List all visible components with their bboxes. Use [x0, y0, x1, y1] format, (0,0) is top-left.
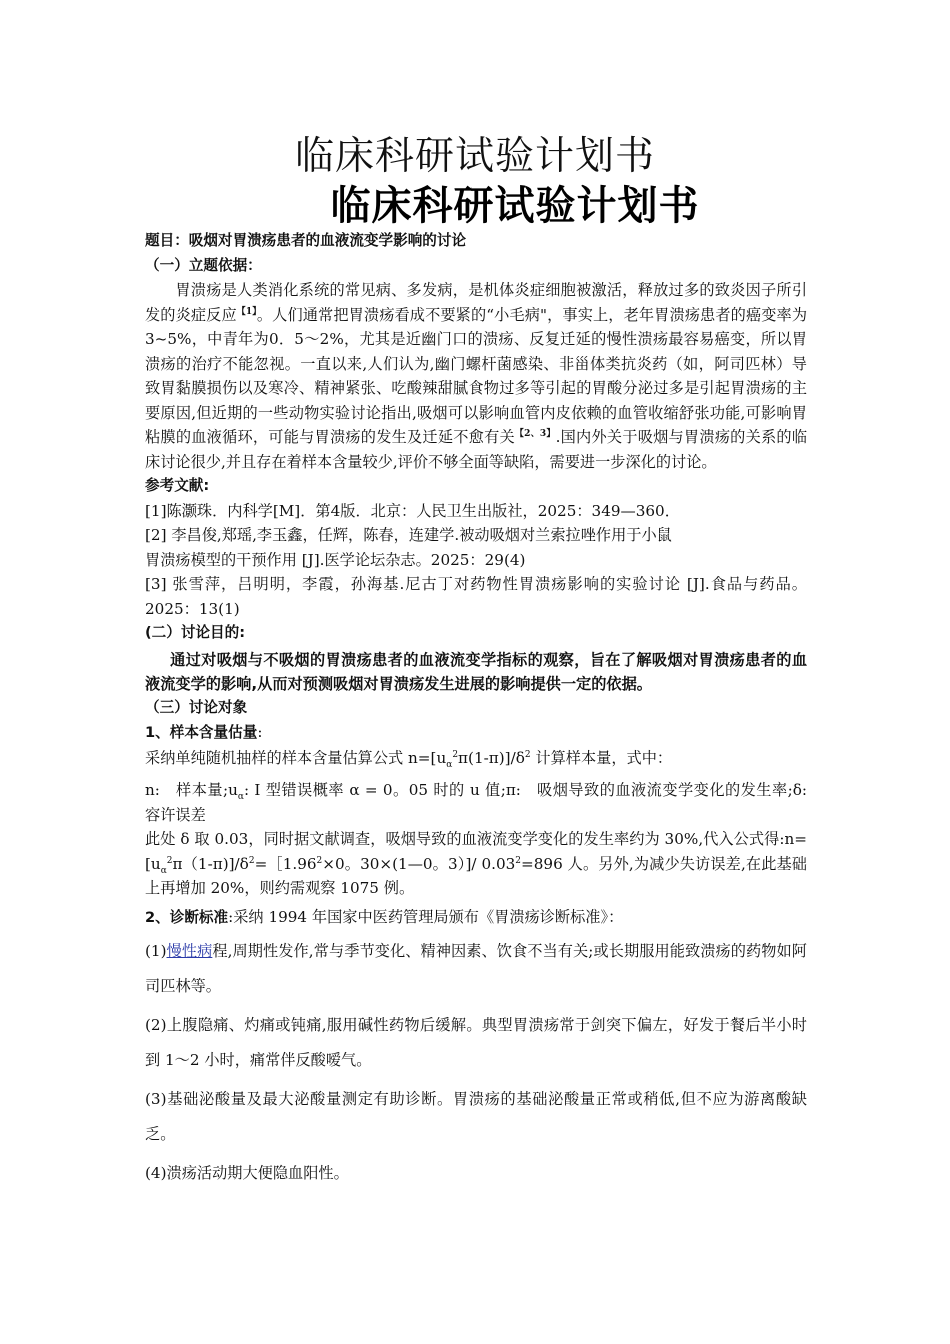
criteria-item-1-prefix: (1) [145, 942, 167, 960]
formula-sub-alpha: α [446, 759, 453, 770]
criteria-item-2: (2)上腹隐痛、灼痛或钝痛,服用碱性药物后缓解。典型胃溃疡常于剑突下偏左，好发于餐后半小时到 1～2 小时，痛常伴反酸嗳气。 [145, 1016, 807, 1069]
formula-text-b: π(1-π)]/δ [458, 748, 525, 767]
document-title-light: 临床科研试验计划书 [294, 134, 655, 179]
formula-text-c: 计算样本量，式中： [530, 748, 673, 767]
subject-heading: 题目：吸烟对胃溃疡患者的血液流变学影响的讨论 [145, 232, 467, 249]
reference-3: [3] 张雪萍，吕明明，李霞，孙海基.尼古丁对药物性胃溃疡影响的实验讨论 [J].食品与药品。2025：13(1) [145, 575, 807, 618]
subsection-2-text: :采纳 1994 年国家中医药管理局颁布《胃溃疡诊断标准》： [228, 907, 624, 926]
references-heading: 参考文献: [145, 477, 210, 494]
subsection-2-heading: 2、诊断标准 [145, 908, 229, 926]
section-2-heading: (二）讨论目的: [145, 624, 246, 641]
chronic-disease-link[interactable]: 慢性病 [166, 942, 213, 960]
reference-2-line-2: 胃溃疡模型的干预作用 [J].医学论坛杂志。2025：29(4) [145, 550, 526, 569]
section-1-text-a: 胃溃疡是人类消化系统的常见病、多发病，是机体炎症细胞被激活，释放过多的致炎因子所引发的炎症反应 [145, 281, 807, 324]
section-1-heading: （一）立题依据： [145, 256, 262, 274]
reference-1: [1]陈灏珠．内科学[M]．第4版．北京：人民卫生出版社，2025：349—360． [145, 501, 680, 520]
section-1-text-c: .国内外关于吸烟与胃溃疡的关系的临床讨论很少,并且存在着样本含量较少,评价不够全面等缺陷，需要进一步深化的讨论。 [145, 428, 808, 471]
criteria-item-3: (3)基础泌酸量及最大泌酸量测定有助诊断。胃溃疡的基础泌酸量正常或稍低,但不应为游离酸缺乏。 [145, 1090, 807, 1143]
citation-1: 【1】 [236, 306, 257, 317]
criteria-item-1 [145, 934, 807, 1004]
vars-text-b: : I 型错误概率 α = 0。05 时的 u 值;π: 吸烟导致的血液流变学变化的发生率;δ: 容许误差 [145, 781, 823, 824]
calc-text-d: ×0。30×(1—0。3）]/ 0.03 [322, 854, 516, 873]
subsection-1-heading-line [145, 720, 807, 746]
calculation-paragraph [145, 827, 807, 901]
calc-sub-alpha: α [160, 865, 167, 876]
criteria-item-4: (4)溃疡活动期大便隐血阳性。 [145, 1164, 349, 1182]
variables-definition [145, 778, 823, 827]
vars-sub-alpha: α [237, 792, 244, 803]
formula-line [145, 746, 807, 771]
calc-text-e: =896 人。另外,为减少失访误差,在此基础上再增加 20%，则约需观察 1075 例。 [145, 854, 807, 897]
section-2-paragraph: 通过对吸烟与不吸烟的胃溃疡患者的血液流变学指标的观察，旨在了解吸烟对胃溃疡患者的血液流变学的影响,从而对预测吸烟对胃溃疡发生进展的影响提供一定的依据。 [145, 650, 807, 693]
vars-text-a: n: 样本量;u [145, 781, 238, 799]
calc-sup-1: 2 [166, 855, 173, 866]
calc-text-a: 此处 δ 取 0.03，同时据文献调查，吸烟导致的血液流变学变化的发生率约为 30%,代入公式得:n=[u [145, 830, 807, 873]
subsection-2-line [145, 905, 807, 931]
document-title-bold: 临床科研试验计划书 [330, 183, 700, 229]
document-body [145, 229, 823, 1191]
calc-sup-2: 2 [248, 855, 255, 866]
formula-sup-2a: 2 [452, 749, 459, 760]
calc-text-b: π（1-π)]/δ [172, 854, 249, 873]
calc-sup-4: 2 [515, 855, 522, 866]
calc-sup-3: 2 [316, 855, 323, 866]
calc-text-c: =［1.96 [254, 854, 317, 873]
formula-text-a: 采纳单纯随机抽样的样本含量估算公式 n=[u [145, 748, 447, 767]
reference-2-line-1: [2] 李昌俊,郑瑶,李玉鑫，任辉，陈春，连建学.被动吸烟对兰索拉唑作用于小鼠 [145, 526, 672, 544]
section-1-paragraph [145, 278, 807, 474]
citation-2-3: 【2、3】 [514, 428, 556, 439]
section-1-text-b: 。人们通常把胃溃疡看成不要紧的“小毛病"，事实上，老年胃溃疡患者的癌变率为3~5%，中青年为0．5～2%，尤其是近幽门口的溃疡、反复迁延的慢性溃疡最容易癌变，所以胃溃疡的治疗不能忽视。一直以来,人们认为,幽门螺杆菌感染、非甾体类抗炎药（如，阿司匹林）导致胃黏膜损伤以及寒冷、精神紧张、吃酸辣甜腻食物过多等引起的胃酸分泌过多是引起胃溃疡的主要原因,但近期的一些动物实验讨论指出,吸烟可以影响血管内皮依赖的血管收缩舒张功能,可影响胃粘膜的血液循环，可能与胃溃疡的发生及迁延不愈有关 [145, 305, 808, 446]
subsection-1-colon: : [257, 723, 263, 741]
formula-sup-2b: 2 [524, 749, 531, 760]
section-3-heading: （三）讨论对象 [145, 698, 248, 716]
subsection-1-heading: 1、样本含量估量 [145, 724, 258, 741]
criteria-item-1-text: 程,周期性发作,常与季节变化、精神因素、饮食不当有关;或长期服用能致溃疡的药物如阿司匹林等。 [145, 942, 807, 995]
